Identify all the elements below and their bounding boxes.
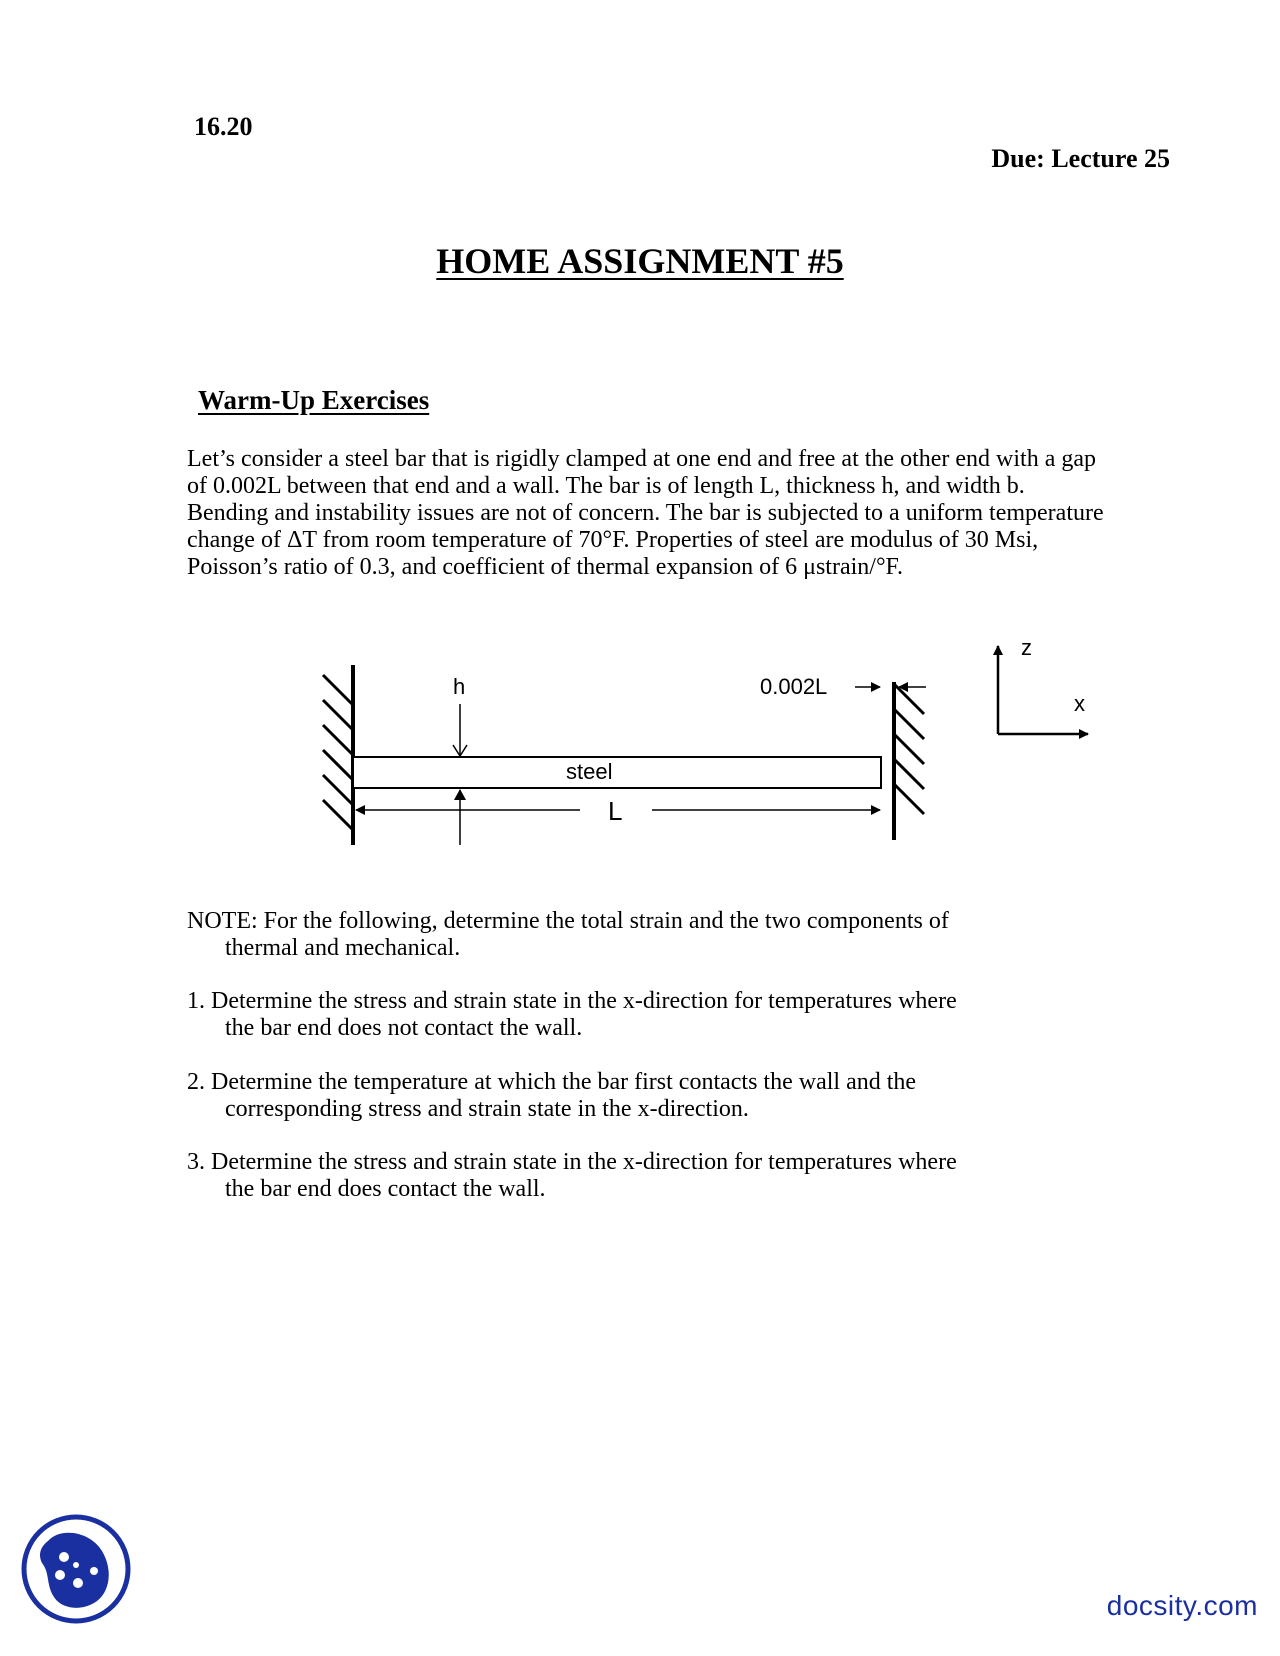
question-1 — [187, 988, 1107, 1042]
question-line: 1. Determine the stress and strain state in the x-direction for temperatures where — [187, 988, 957, 1014]
course-number: 16.20 — [194, 112, 253, 141]
steel-bar — [353, 757, 881, 788]
question-3 — [187, 1149, 1107, 1203]
docsity-logo-icon[interactable] — [20, 1513, 132, 1625]
gap-label: 0.002L — [760, 674, 828, 699]
question-line: the bar end does not contact the wall. — [225, 1015, 583, 1041]
document-title-text: HOME ASSIGNMENT #5 — [436, 241, 844, 281]
question-line: the bar end does contact the wall. — [225, 1176, 546, 1202]
thickness-label: h — [453, 674, 466, 699]
length-label: L — [608, 796, 623, 826]
question-line: 3. Determine the stress and strain state in the x-direction for temperatures where — [187, 1149, 957, 1175]
question-line: corresponding stress and strain state in the x-direction. — [225, 1096, 749, 1122]
document-title — [0, 240, 1280, 282]
intro-paragraph: Let’s consider a steel bar that is rigidly clamped at one end and free at the other end with a gap of 0.002L between that end and a wall. The bar is of length L, thickness h, and width b. Bending and instability issues are not of concern. The bar is subjected to a uniform temperature change of ΔT from room temperature of 70°F. Properties of steel are modulus of 30 Msi, Poisson’s ratio of 0.3, and coefficient of thermal expansion of 6 μstrain/°F. — [187, 446, 1104, 580]
note-line: thermal and mechanical. — [225, 935, 461, 961]
bar-diagram — [310, 632, 1100, 862]
axis-indicator — [998, 646, 1088, 734]
note-paragraph — [187, 908, 1107, 962]
axis-z-label: z — [1021, 635, 1032, 660]
docsity-watermark-link[interactable]: docsity.com — [1106, 1590, 1258, 1621]
question-2 — [187, 1069, 1107, 1123]
question-line: 2. Determine the temperature at which the bar first contacts the wall and the — [187, 1069, 917, 1095]
note-line: NOTE: For the following, determine the total strain and the two components of — [187, 908, 949, 934]
due-date: Due: Lecture 25 — [991, 144, 1170, 173]
axis-x-label: x — [1074, 691, 1085, 716]
left-wall — [323, 665, 353, 845]
right-wall — [894, 682, 924, 840]
bar-label: steel — [566, 759, 613, 784]
section-heading: Warm-Up Exercises — [198, 385, 430, 415]
